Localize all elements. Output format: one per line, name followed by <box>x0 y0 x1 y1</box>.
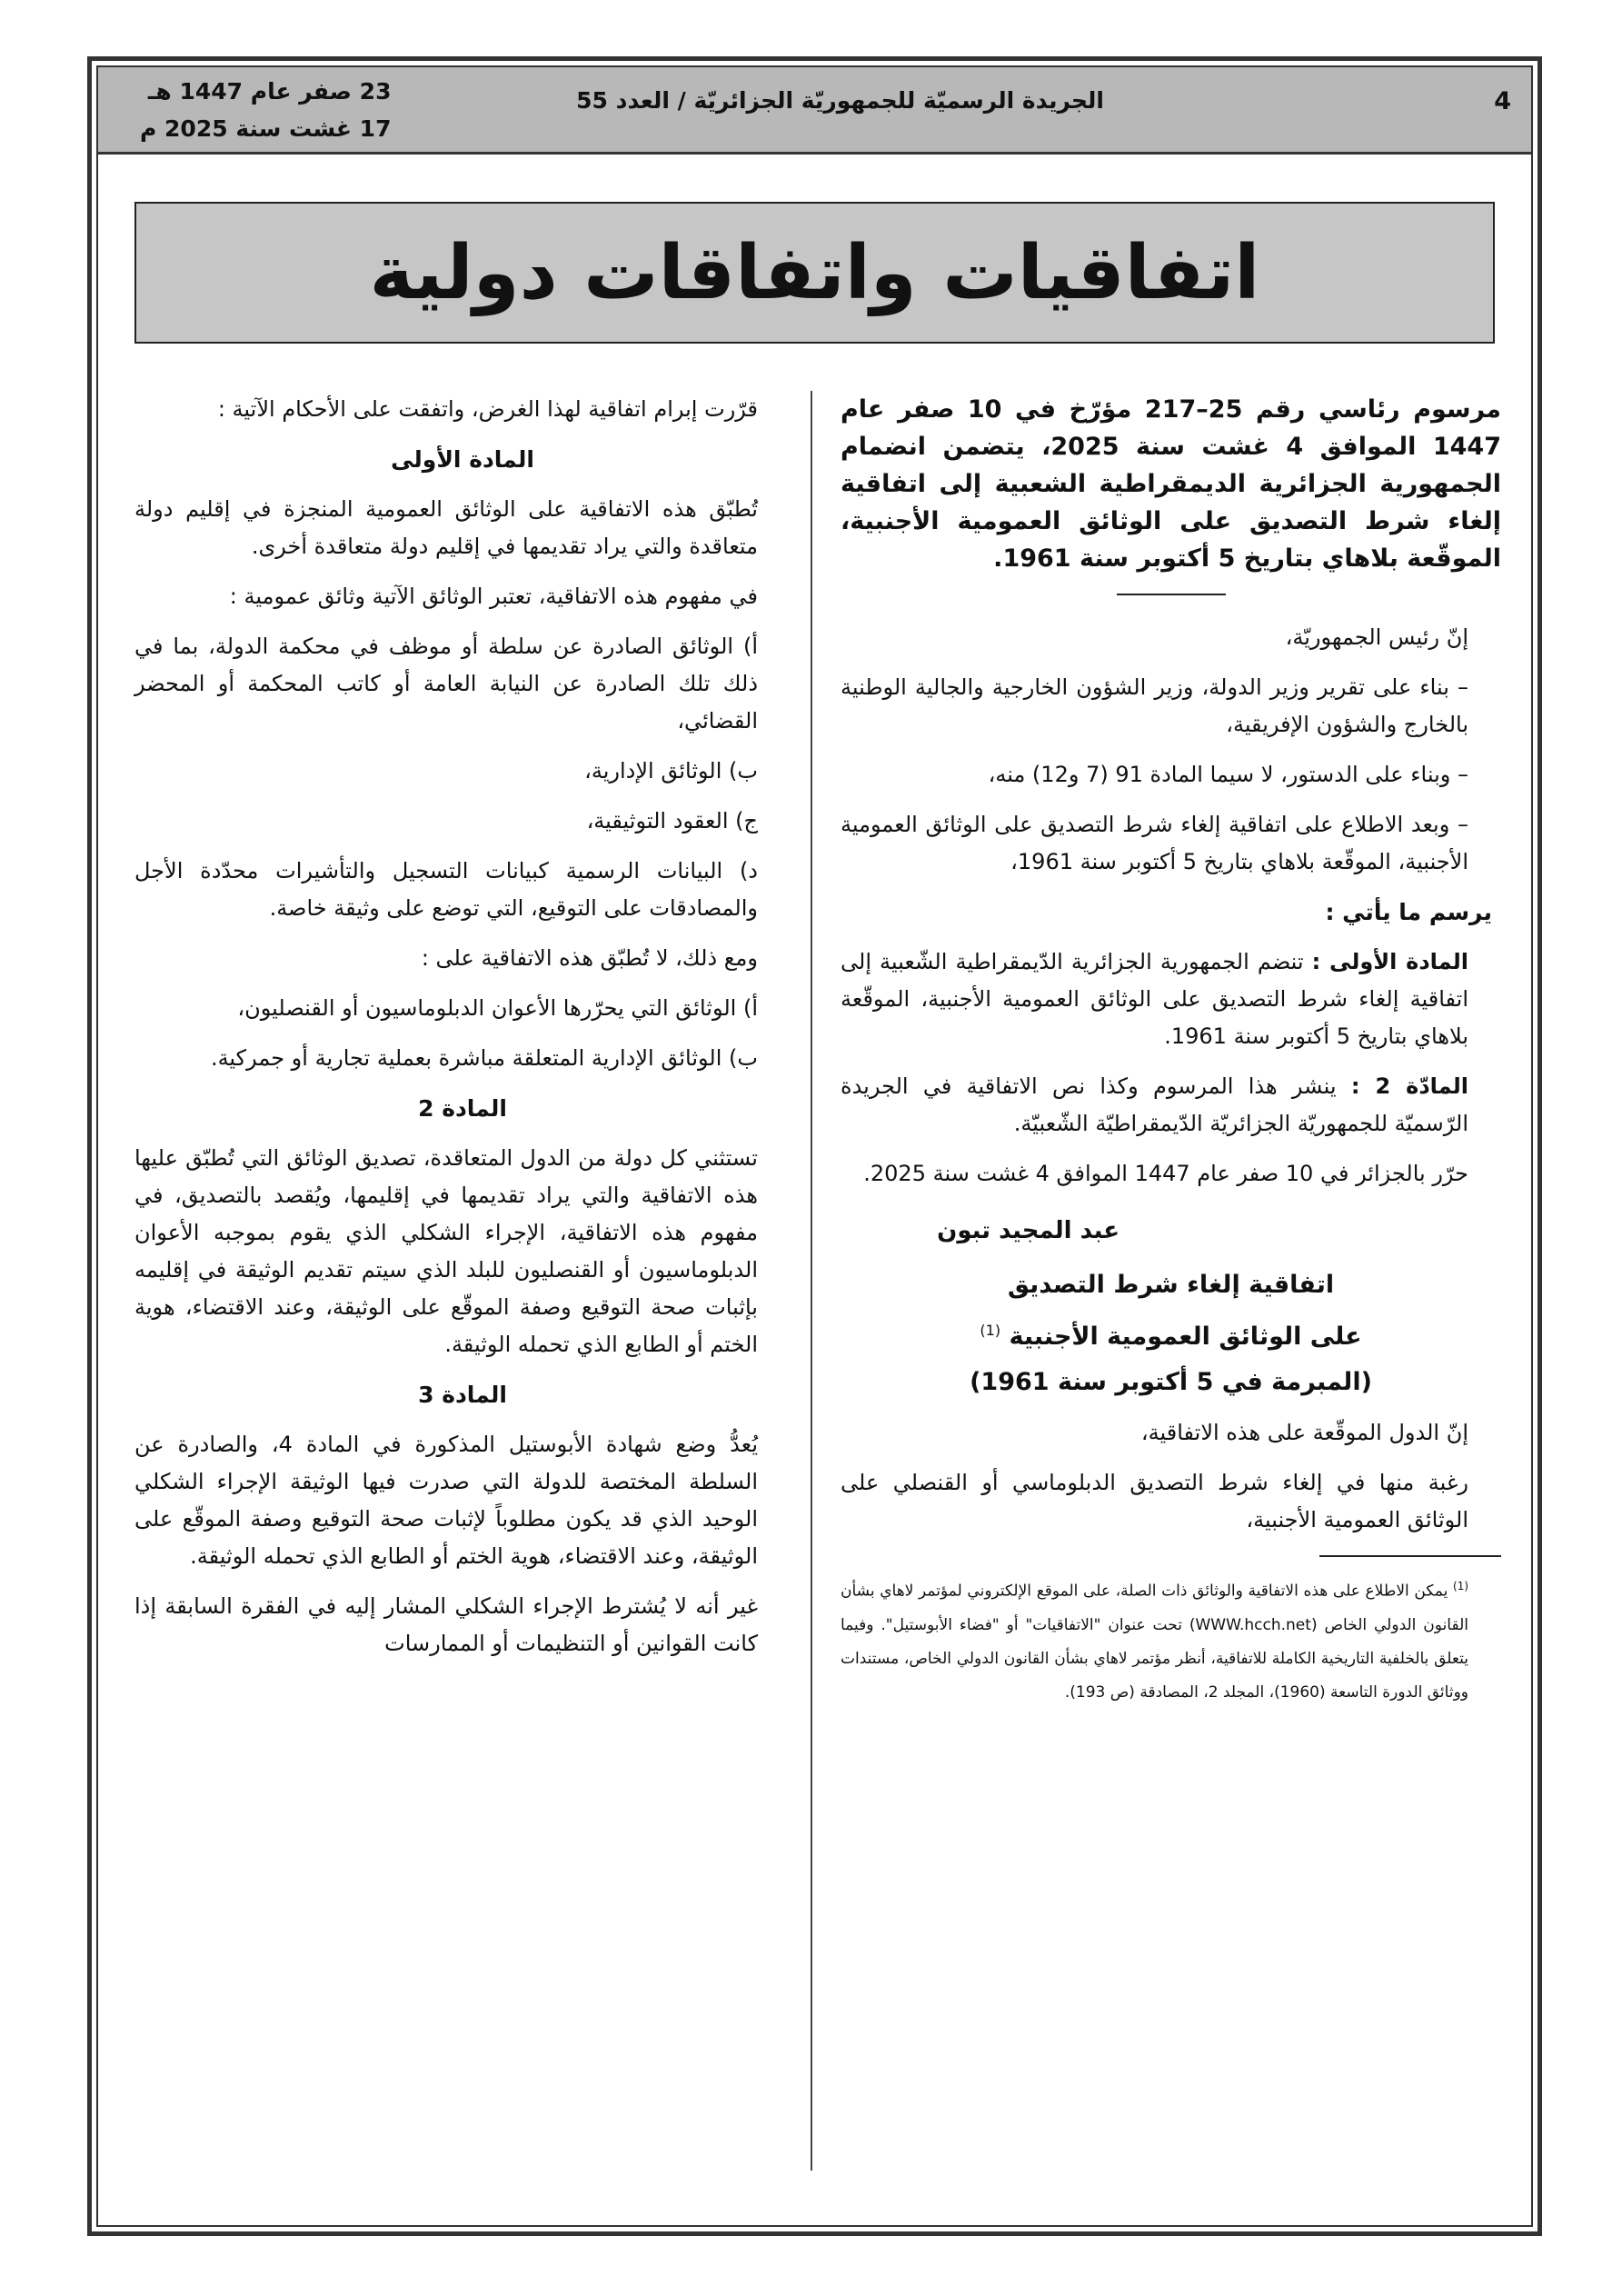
convention-title-line-2 <box>841 1308 1501 1360</box>
convention-title <box>841 1263 1501 1405</box>
exception-item-a: أ) الوثائق التي يحرّرها الأعوان الدبلوماسيون أو القنصليون، <box>237 995 758 1021</box>
gregorian-date: 17 غشت سنة 2025 م <box>140 115 392 142</box>
decree-article-1-text: تنضم الجمهورية الجزائرية الدّيمقراطية الشّعبية إلى اتفاقية إلغاء شرط التصديق على الوثائق العمومية الأجنبية، الموقّعة بلاهاي بتاريخ 5 أكتوبر سنة 1961. <box>841 949 1468 1049</box>
list-item-c: ج) العقود التوثيقية، <box>586 808 758 834</box>
decree-article-1-label: المادة الأولى : <box>1311 949 1468 974</box>
list-item-b: ب) الوثائق الإدارية، <box>584 758 758 784</box>
exception-item-b: ب) الوثائق الإدارية المتعلقة مباشرة بعملية تجارية أو جمركية. <box>210 1045 758 1071</box>
footnote-marker: (1) <box>980 1322 1001 1339</box>
decree-title: مرسوم رئاسي رقم 25–217 مؤرّخ في 10 صفر عام 1447 الموافق 4 غشت سنة 2025، يتضمن انضمام الجمهورية الجزائرية الديمقراطية الشعبية إلى اتفاقية إلغاء شرط التصديق على الوثائق العمومية الأجنبية، الموقّعة بلاهاي بتاريخ 5 أكتوبر سنة 1961. <box>841 395 1502 573</box>
column-divider <box>811 391 812 2171</box>
convention-title-line-1: اتفاقية إلغاء شرط التصديق <box>1007 1271 1335 1299</box>
decree-article-1 <box>841 943 1501 1055</box>
page-header <box>98 67 1531 155</box>
page-number: 4 <box>1494 87 1511 115</box>
decree-article-2-label: المادّة 2 : <box>1350 1073 1468 1099</box>
article-3-paragraph-1: يُعدُّ وضع شهادة الأبوستيل المذكورة في المادة 4، والصادرة عن السلطة المختصة للدولة التي صدرت فيها الوثيقة الإجراء الشكلي الوحيد الذي قد يكون مطلوباً لإثبات صحة التوقيع وصفة الموقّع على الوثيقة، وعند الاقتضاء، هوية الختم أو الطابع الذي تحمله الوثيقة. <box>134 1432 759 1569</box>
done-at: حرّر بالجزائر في 10 صفر عام 1447 الموافق 4 غشت سنة 2025. <box>863 1161 1468 1186</box>
footnote-text: يمكن الاطلاع على هذه الاتفاقية والوثائق ذات الصلة، على الموقع الإلكتروني لمؤتمر لاهاي بشأن القانون الدولي الخاص (WWW.hcch.net) تحت عنوان "الاتفاقيات" أو "فضاء الأبوستيل". وفيما يتعلق بالخلفية التاريخية الكاملة للاتفاقية، أنظر مؤتمر لاهاي بشأن القانون الدولي الخاص، مستندات ووثائق الدورة التاسعة (1960)، المجلد 2، المصادقة (ص 193). <box>841 1582 1468 1702</box>
article-3-paragraph-2: غير أنه لا يُشترط الإجراء الشكلي المشار إليه في الفقرة السابقة إذا كانت القوانين أو التنظيمات أو الممارسات <box>134 1593 758 1656</box>
journal-title: الجريدة الرسميّة للجمهوريّة الجزائريّة / العدد 55 <box>576 87 1104 114</box>
article-2-heading: المادة 2 <box>418 1095 507 1122</box>
president-intro: إنّ رئيس الجمهوريّة، <box>1285 624 1468 650</box>
decree-article-2 <box>841 1068 1501 1143</box>
convention-title-line-2-text: على الوثائق العمومية الأجنبية <box>1009 1323 1362 1351</box>
article-1-heading: المادة الأولى <box>391 446 534 473</box>
left-column <box>134 391 791 1675</box>
article-3-heading: المادة 3 <box>418 1382 507 1408</box>
article-2-text: تستثني كل دولة من الدول المتعاقدة، تصديق الوثائق التي تُطبّق عليها هذه الاتفاقية والتي يراد تقديمها في إقليمها، ويُقصد بالتصديق، في مفهوم هذه الاتفاقية، الإجراء الشكلي الذي يقوم بموجبه الأعوان الدبلوماسيون أو القنصليون للبلد الذي سيتم تقديم الوثيقة في إقليمه بإثبات صحة التوقيع وصفة الموقّع على الوثيقة، وعند الاقتضاء، هوية الختم أو الطابع الذي تحمله الوثيقة. <box>134 1145 758 1357</box>
footnote <box>841 1570 1501 1710</box>
list-item-a: أ) الوثائق الصادرة عن سلطة أو موظف في محكمة الدولة، بما في ذلك تلك الصادرة عن النيابة العامة أو كاتب المحكمة أو المحضر القضائي، <box>134 634 758 734</box>
right-column <box>841 391 1501 1722</box>
recital-2: – وبناء على الدستور، لا سيما المادة 91 (7 و12) منه، <box>988 762 1468 787</box>
issue-dates <box>140 73 391 147</box>
decrees-heading: يرسم ما يأتي : <box>1325 899 1492 925</box>
recital-1: – بناء على تقرير وزير الدولة، وزير الشؤون الخارجية والجالية الوطنية بالخارج والشؤون الإفريقية، <box>841 674 1468 737</box>
section-title: اتفاقيات واتفاقات دولية <box>369 229 1260 316</box>
exceptions-intro: ومع ذلك، لا تُطبّق هذه الاتفاقية على : <box>421 945 758 971</box>
list-item-d: د) البيانات الرسمية كبيانات التسجيل والتأشيرات محدّدة الأجل والمصادقات على التوقيع، التي توضع على وثيقة خاصة. <box>134 858 758 921</box>
convention-intro: إنّ الدول الموقّعة على هذه الاتفاقية، <box>1140 1420 1468 1445</box>
signer-name: عبد المجيد تبون <box>937 1217 1119 1244</box>
hijri-date: 23 صفر عام 1447 هـ <box>147 78 392 105</box>
decree-article-2-text: ينشر هذا المرسوم وكذا نص الاتفاقية في الجريدة الرّسميّة للجمهوريّة الجزائريّة الدّيمقراطيّة الشّعبيّة. <box>841 1073 1468 1136</box>
section-title-box <box>134 202 1495 344</box>
title-separator <box>1117 594 1226 595</box>
footnote-separator <box>1319 1555 1501 1557</box>
recital-3: – وبعد الاطلاع على اتفاقية إلغاء شرط التصديق على الوثائق العمومية الأجنبية، الموقّعة بلاهاي بتاريخ 5 أكتوبر سنة 1961، <box>841 812 1468 874</box>
convention-title-line-3: (المبرمة في 5 أكتوبر سنة 1961) <box>970 1368 1372 1396</box>
convention-preamble-end: قرّرت إبرام اتفاقية لهذا الغرض، واتفقت على الأحكام الآتية : <box>217 396 758 422</box>
convention-desire: رغبة منها في إلغاء شرط التصديق الدبلوماسي أو القنصلي على الوثائق العمومية الأجنبية، <box>841 1470 1468 1532</box>
article-1-paragraph-2: في مفهوم هذه الاتفاقية، تعتبر الوثائق الآتية وثائق عمومية : <box>229 584 758 609</box>
article-1-paragraph-1: تُطبّق هذه الاتفاقية على الوثائق العمومية المنجزة في إقليم دولة متعاقدة والتي يراد تقديمها في إقليم دولة متعاقدة أخرى. <box>134 496 758 559</box>
footnote-number: (1) <box>1453 1580 1469 1592</box>
